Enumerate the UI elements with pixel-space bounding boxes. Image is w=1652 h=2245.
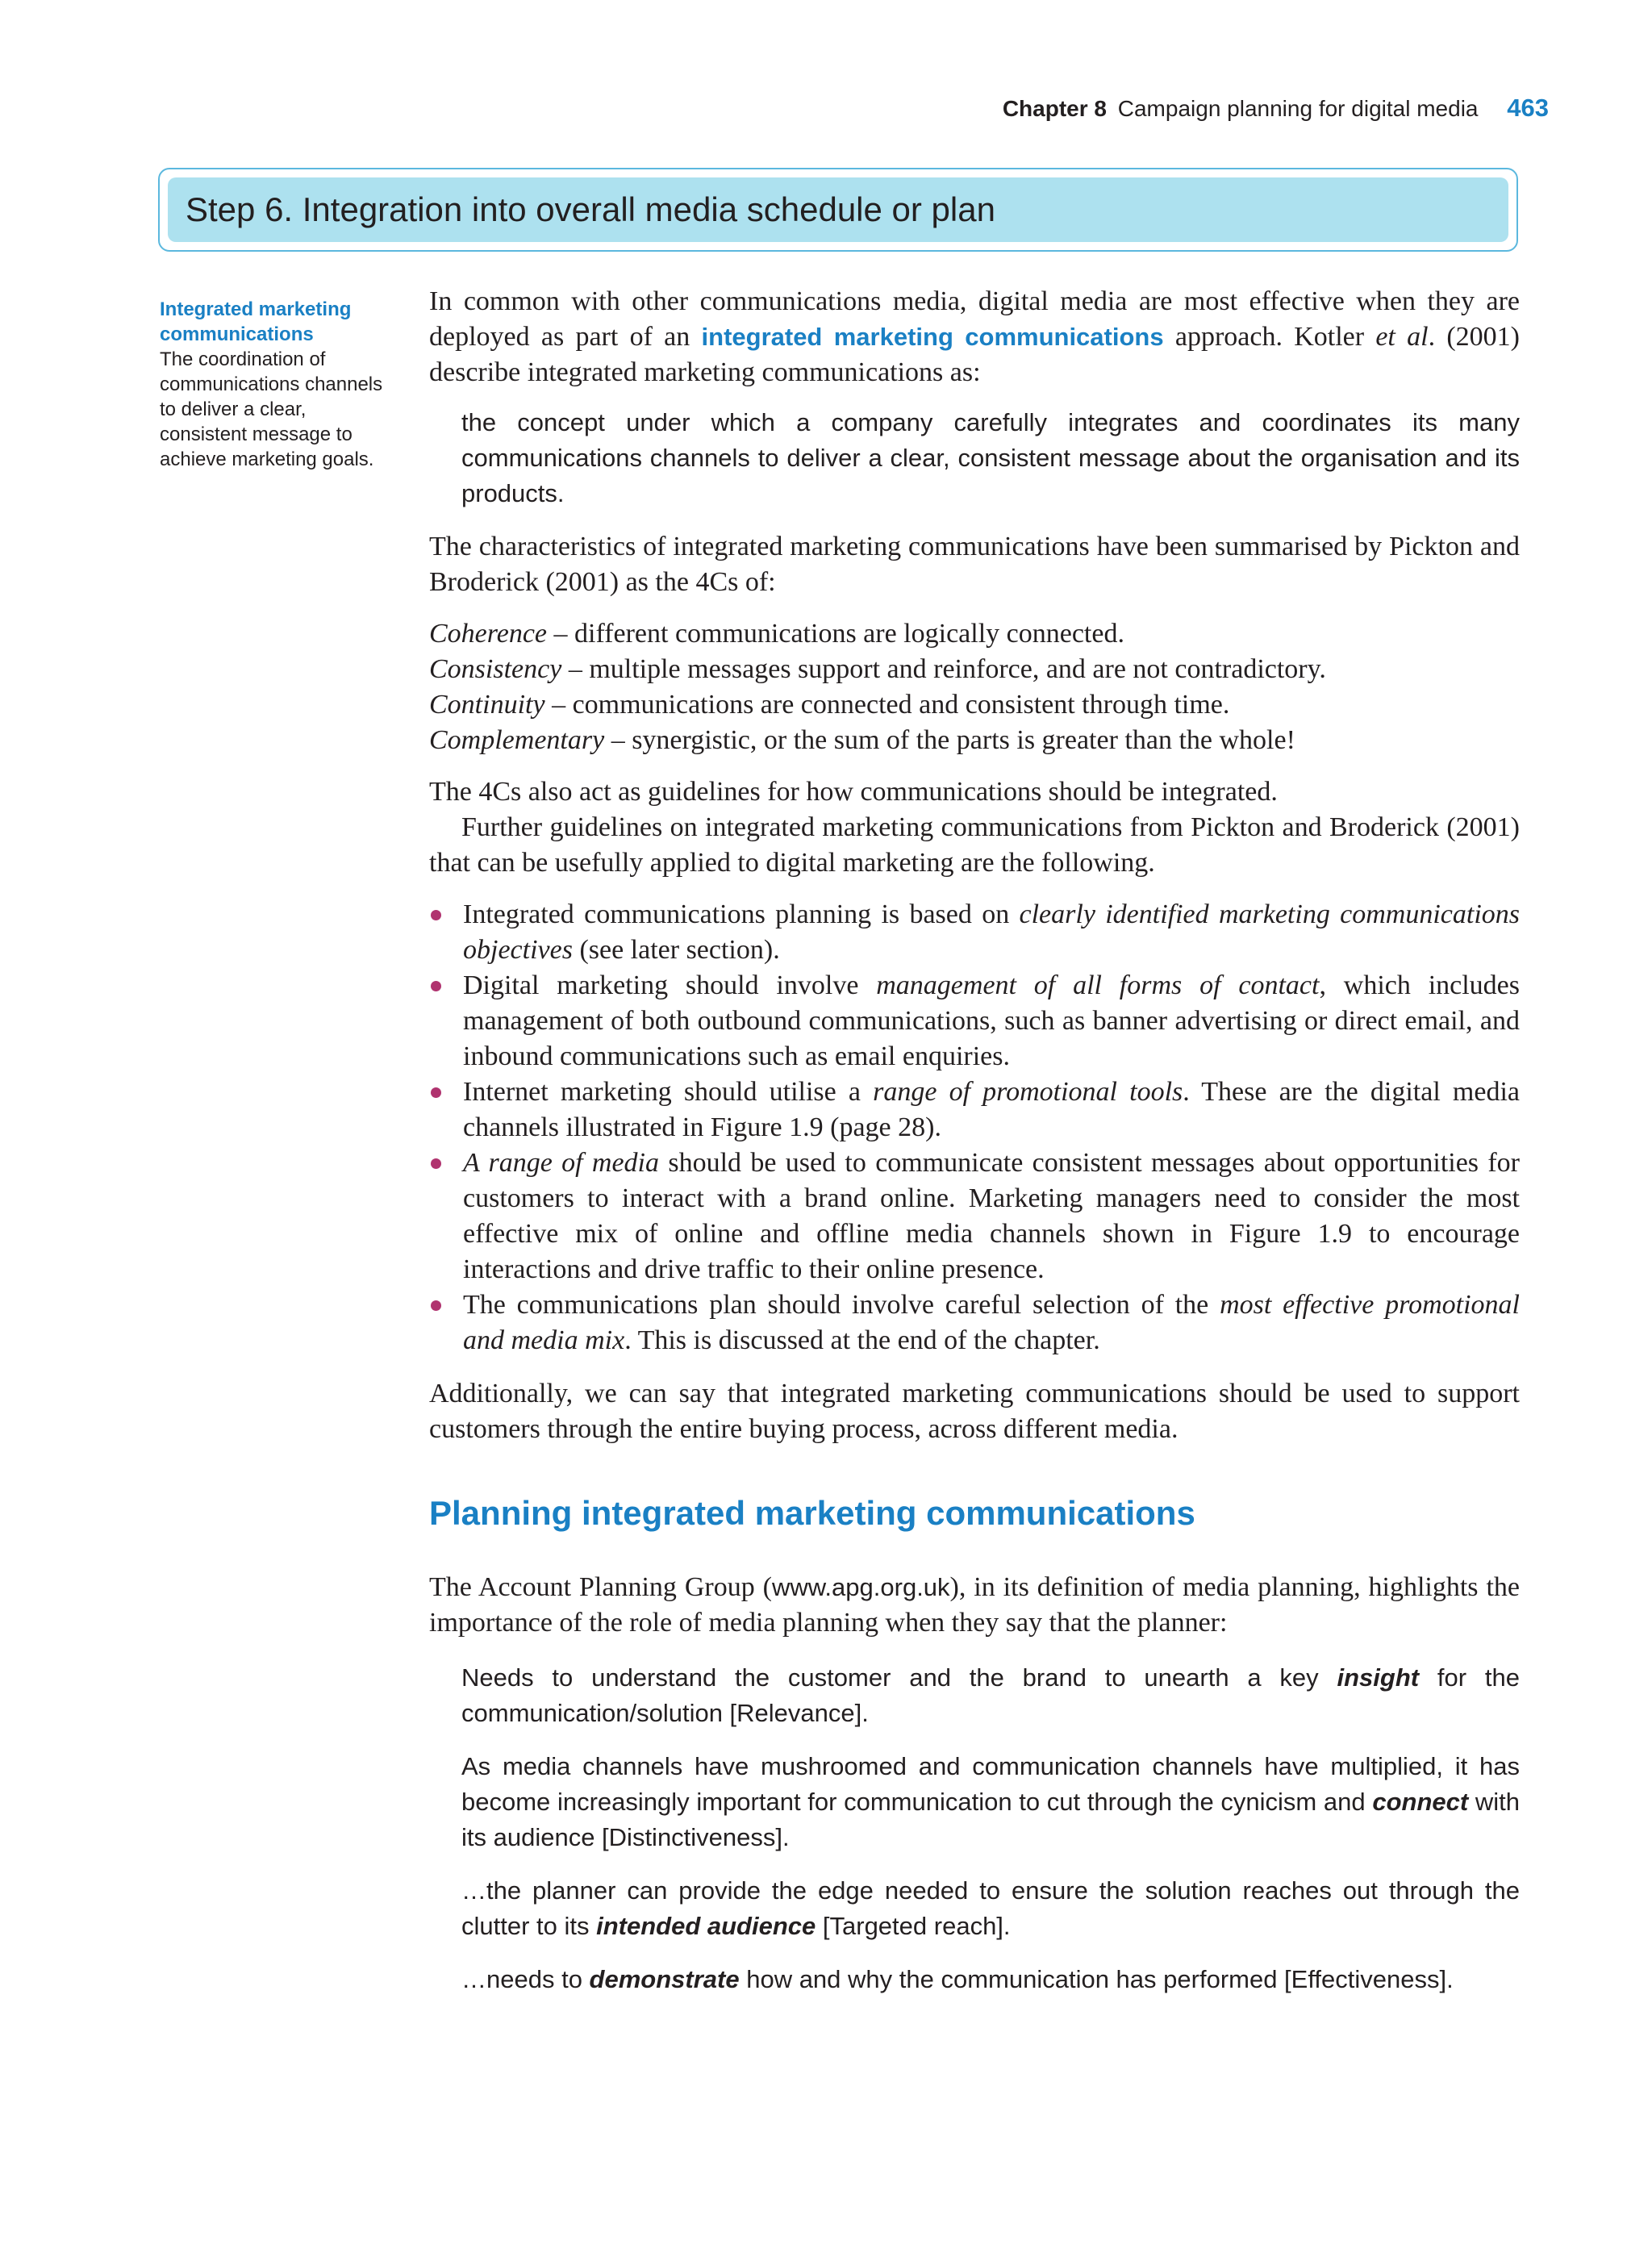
- four-c-desc: – different communications are logically connected.: [547, 619, 1124, 649]
- four-c-term: Consistency: [429, 654, 562, 684]
- page-number: 463: [1507, 94, 1549, 122]
- paragraph-4cs-intro: The characteristics of integrated marketing communications have been summarised by Pickton and Broderick (2001) as the 4Cs of:: [429, 532, 1520, 597]
- four-c-item: [429, 723, 1520, 758]
- bullet-emphasis: range of promotional tools: [873, 1077, 1183, 1107]
- quote-kotler: the concept under which a company carefully integrates and coordinates its many communications channels to deliver a clear, consistent message about the organisation and its products.: [461, 408, 1520, 507]
- paragraph-4cs-guidelines: The 4Cs also act as guidelines for how communications should be integrated.: [429, 777, 1278, 807]
- paragraph-further-guidelines: Further guidelines on integrated marketing communications from Pickton and Broderick (2001) that can be usefully applied to digital marketing are the following.: [429, 812, 1520, 878]
- bullet-icon: [431, 910, 441, 920]
- apg-text-a: The Account Planning Group (: [429, 1572, 772, 1602]
- quote-emphasis: insight: [1337, 1663, 1420, 1692]
- quote-text-b: [Targeted reach].: [816, 1912, 1011, 1940]
- guidelines-list: [429, 897, 1520, 1358]
- intro-text-a: In common with other communications media, digital media are most effective when they are deployed as part of an: [429, 286, 1520, 352]
- bullet-text-b: . These are the digital media channels illustrated in Figure 1.9 (page 28).: [463, 1077, 1520, 1142]
- paragraph-additionally: Additionally, we can say that integrated marketing communications should be used to support customers through the entire buying process, across different media.: [429, 1379, 1520, 1444]
- running-head: [1003, 94, 1549, 123]
- quote-text-a: …the planner can provide the edge needed to ensure the solution reaches out through the clutter to its: [461, 1876, 1520, 1940]
- quote-text-a: Needs to understand the customer and the brand to unearth a key: [461, 1663, 1337, 1692]
- paragraph-intro: [429, 284, 1520, 390]
- quote-distinctiveness: [461, 1749, 1520, 1855]
- quote-text-b: for the communication/solution [Relevance].: [461, 1663, 1521, 1727]
- paragraph-apg: [429, 1570, 1520, 1641]
- four-c-item: [429, 687, 1520, 723]
- chapter-title: Campaign planning for digital media: [1117, 96, 1479, 121]
- quote-emphasis: demonstrate: [589, 1965, 740, 1993]
- main-text: [429, 284, 1520, 1997]
- bullet-text-b: should be used to communicate consistent messages about opportunities for customers to interact with a brand online. Marketing managers need to consider the most effective mix of online and offline media channels shown in Figure 1.9 to encourage interactions and drive traffic to their online presence.: [463, 1148, 1521, 1284]
- bullet-emphasis: A range of media: [463, 1148, 660, 1178]
- four-cs-list: [429, 616, 1520, 758]
- key-term-imc: integrated marketing communications: [701, 323, 1164, 351]
- bullet-icon: [431, 1300, 441, 1311]
- quote-relevance: [461, 1660, 1520, 1731]
- intro-text-c: . (2001) describe integrated marketing communications as:: [429, 322, 1520, 387]
- bullet-text-a: The communications plan should involve careful selection of the: [463, 1290, 1220, 1320]
- bullet-text-b: , which includes management of both outbound communications, such as banner advertising or direct email, and inbound communications such as email enquiries.: [463, 970, 1521, 1071]
- quote-effectiveness: [461, 1962, 1520, 1997]
- quote-emphasis: intended audience: [596, 1912, 816, 1940]
- bullet-text-b: . This is discussed at the end of the chapter.: [624, 1325, 1100, 1355]
- four-c-term: Continuity: [429, 690, 545, 720]
- bullet-text-a: Internet marketing should utilise a: [463, 1077, 874, 1107]
- four-c-desc: – synergistic, or the sum of the parts is greater than the whole!: [604, 725, 1295, 755]
- four-c-desc: – communications are connected and consistent through time.: [544, 690, 1230, 720]
- bullet-emphasis: management of all forms of contact: [876, 970, 1320, 1000]
- four-c-term: Complementary: [429, 725, 605, 755]
- quote-emphasis: connect: [1372, 1788, 1469, 1816]
- quote-text-a: …needs to: [461, 1965, 590, 1993]
- section-heading: Planning integrated marketing communications: [429, 1494, 1195, 1532]
- step-heading-box: [158, 168, 1518, 252]
- list-item: [429, 1075, 1520, 1145]
- chapter-label: Chapter 8: [1002, 96, 1107, 121]
- margin-term: Integrated marketing communications: [160, 298, 352, 345]
- step-heading: Step 6. Integration into overall media schedule or plan: [186, 190, 995, 228]
- four-c-desc: – multiple messages support and reinforce, and are not contradictory.: [561, 654, 1326, 684]
- quote-text-b: with its audience [Distinctiveness].: [461, 1788, 1520, 1851]
- list-item: [429, 1287, 1520, 1358]
- bullet-emphasis: clearly identified marketing communications objectives: [463, 899, 1520, 965]
- four-c-term: Coherence: [429, 619, 548, 649]
- margin-definition-text: The coordination of communications channels to deliver a clear, consistent message to achieve marketing goals.: [160, 348, 383, 470]
- list-item: [429, 968, 1520, 1075]
- et-al: et al: [1375, 322, 1429, 352]
- four-c-item: [429, 616, 1520, 652]
- bullet-text-b: (see later section).: [572, 935, 780, 965]
- bullet-icon: [431, 1087, 441, 1098]
- list-item: [429, 897, 1520, 968]
- four-c-item: [429, 652, 1520, 687]
- bullet-icon: [431, 981, 441, 991]
- list-item: [429, 1145, 1520, 1287]
- bullet-icon: [431, 1158, 441, 1169]
- apg-url: www.apg.org.uk: [771, 1573, 950, 1601]
- bullet-emphasis: most effective promotional and media mix: [463, 1290, 1520, 1355]
- quote-targeted-reach: [461, 1873, 1520, 1944]
- step-heading-fill: [168, 177, 1508, 242]
- intro-text-b: approach. Kotler: [1163, 322, 1376, 352]
- quote-text-a: As media channels have mushroomed and communication channels have multiplied, it has become increasingly important for communication to cut through the cynicism and: [461, 1752, 1520, 1816]
- margin-definition: [160, 297, 394, 472]
- apg-text-b: ), in its definition of media planning, highlights the importance of the role of media planning when they say that the planner:: [429, 1572, 1520, 1638]
- bullet-text-a: Digital marketing should involve: [463, 970, 877, 1000]
- quote-text-b: how and why the communication has performed [Effectiveness].: [739, 1965, 1454, 1993]
- bullet-text-a: Integrated communications planning is based on: [463, 899, 1020, 929]
